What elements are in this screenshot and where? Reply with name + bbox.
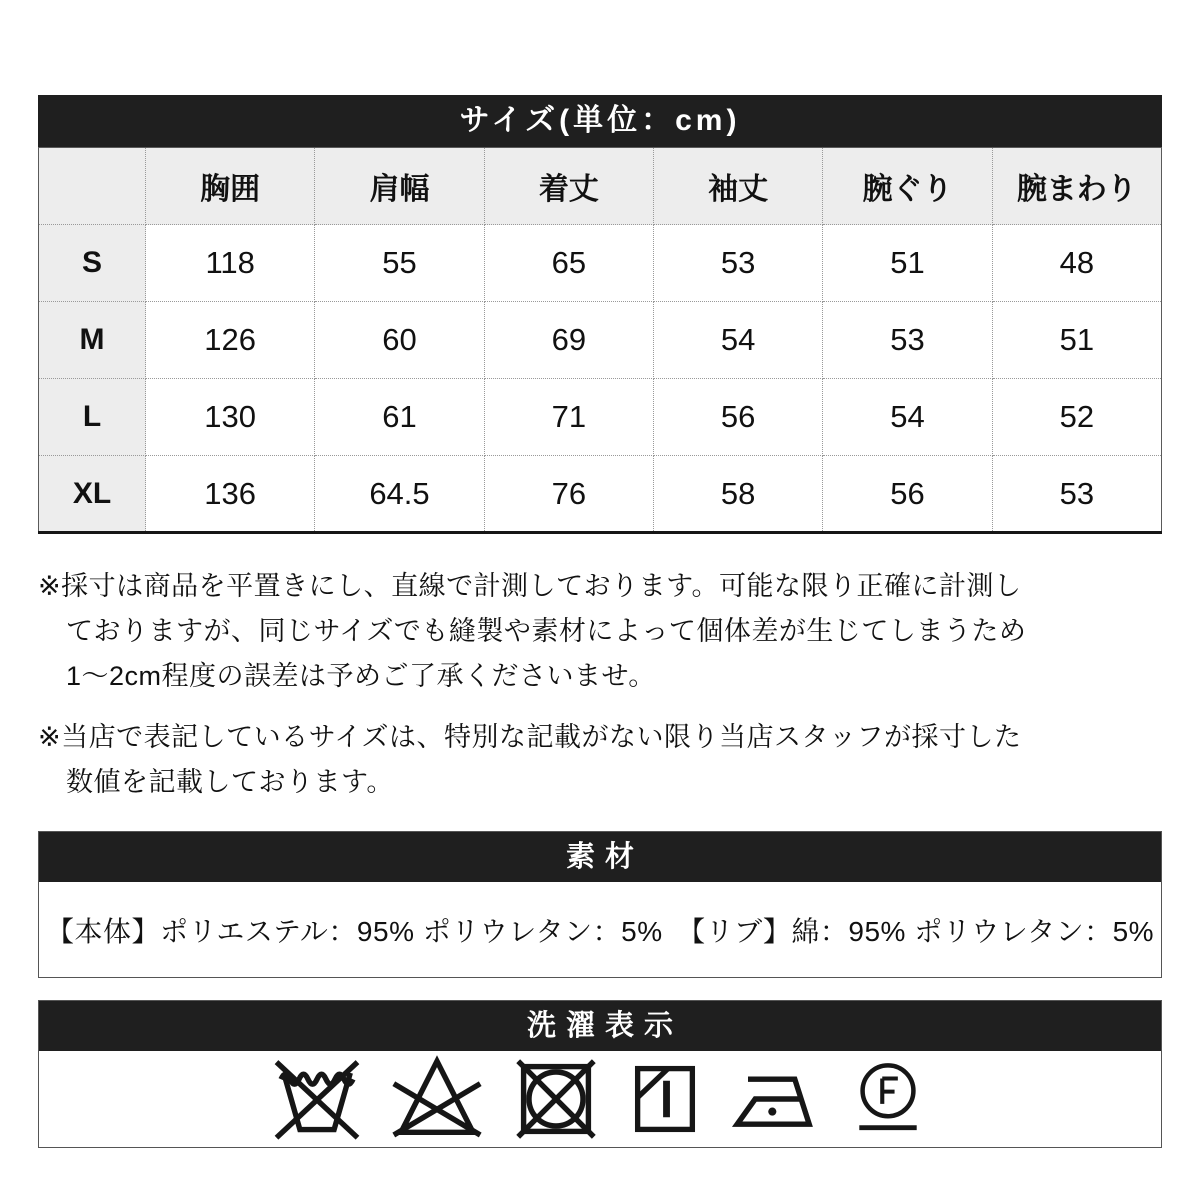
cell-value: 53 <box>992 456 1161 533</box>
note-line: ※当店で表記しているサイズは、特別な記載がない限り当店スタッフが採寸した <box>38 722 1022 752</box>
column-header-sleeve: 袖丈 <box>653 148 822 225</box>
row-label-xl: XL <box>39 456 146 533</box>
do-not-wash-icon <box>271 1054 363 1144</box>
row-label-m: M <box>39 302 146 379</box>
corner-cell <box>39 148 146 225</box>
cell-value: 71 <box>484 379 653 456</box>
cell-value: 64.5 <box>315 456 484 533</box>
cell-value: 52 <box>992 379 1161 456</box>
cell-value: 58 <box>653 456 822 533</box>
cell-value: 53 <box>653 225 822 302</box>
dry-clean-petroleum-gentle-icon <box>847 1054 929 1144</box>
column-header-armhole: 腕ぐり <box>823 148 992 225</box>
cell-value: 130 <box>146 379 315 456</box>
cell-value: 61 <box>315 379 484 456</box>
iron-low-heat-icon <box>729 1054 821 1144</box>
cell-value: 51 <box>823 225 992 302</box>
laundry-symbols <box>39 1051 1161 1147</box>
note-line: ※採寸は商品を平置きにし、直線で計測しております。可能な限り正確に計測し <box>38 571 1022 601</box>
note-line: ておりますが、同じサイズでも縫製や素材によって個体差が生じてしまうため <box>66 616 1027 646</box>
row-label-s: S <box>39 225 146 302</box>
note-line: 数値を記載しております。 <box>66 767 394 797</box>
material-section-title: 素材 <box>39 832 1161 882</box>
table-row-xl <box>39 456 1162 533</box>
cell-value: 48 <box>992 225 1161 302</box>
do-not-tumble-dry-icon <box>511 1054 601 1144</box>
dry-in-shade-icon <box>627 1054 703 1144</box>
cell-value: 118 <box>146 225 315 302</box>
size-section-title: サイズ(単位：cm) <box>38 95 1162 147</box>
size-table-header-row <box>39 148 1162 225</box>
column-header-length: 着丈 <box>484 148 653 225</box>
cell-value: 60 <box>315 302 484 379</box>
row-label-l: L <box>39 379 146 456</box>
sizing-note <box>38 715 1162 805</box>
column-header-shoulder: 肩幅 <box>315 148 484 225</box>
cell-value: 54 <box>653 302 822 379</box>
cell-value: 56 <box>653 379 822 456</box>
do-not-bleach-icon <box>389 1054 485 1144</box>
table-row-l <box>39 379 1162 456</box>
material-text: 【本体】ポリエステル：95% ポリウレタン：5% 【リブ】綿：95% ポリウレタン：5% <box>39 882 1161 977</box>
cell-value: 56 <box>823 456 992 533</box>
column-header-arm-circumference: 腕まわり <box>992 148 1161 225</box>
cell-value: 51 <box>992 302 1161 379</box>
cell-value: 126 <box>146 302 315 379</box>
cell-value: 53 <box>823 302 992 379</box>
cell-value: 76 <box>484 456 653 533</box>
material-section <box>38 831 1162 978</box>
column-header-chest: 胸囲 <box>146 148 315 225</box>
cell-value: 55 <box>315 225 484 302</box>
page <box>38 0 1162 1148</box>
laundry-section-title: 洗濯表示 <box>39 1001 1161 1051</box>
laundry-section <box>38 1000 1162 1148</box>
cell-value: 69 <box>484 302 653 379</box>
cell-value: 65 <box>484 225 653 302</box>
size-section <box>38 95 1162 534</box>
table-row-m <box>39 302 1162 379</box>
cell-value: 54 <box>823 379 992 456</box>
table-row-s <box>39 225 1162 302</box>
measurement-note <box>38 564 1162 699</box>
size-table <box>38 147 1162 534</box>
note-line: 1〜2cm程度の誤差は予めご了承くださいませ。 <box>66 661 656 691</box>
cell-value: 136 <box>146 456 315 533</box>
